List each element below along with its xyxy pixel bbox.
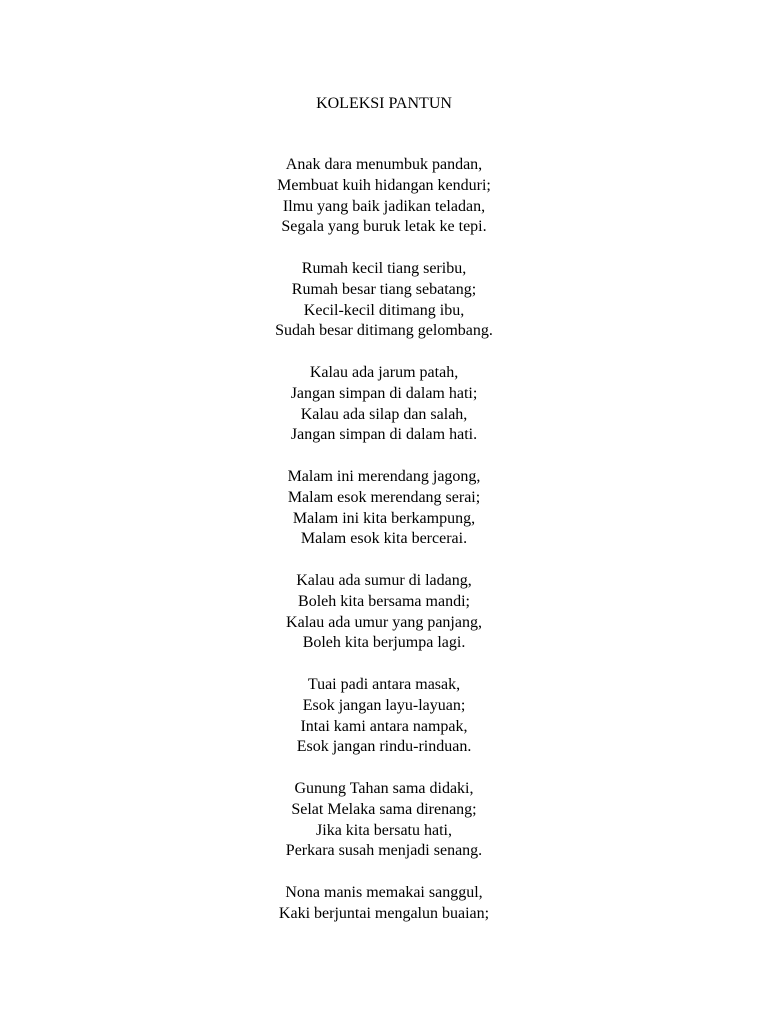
pantun-line: Jangan simpan di dalam hati. bbox=[290, 426, 478, 444]
pantun-line: Rumah besar tiang sebatang; bbox=[291, 280, 477, 298]
pantun-line: Kalau ada silap dan salah, bbox=[300, 405, 468, 423]
pantun-line: Anak dara menumbuk pandan, bbox=[285, 156, 483, 173]
pantun-line: Boleh kita berjumpa lagi. bbox=[302, 634, 466, 652]
pantun-line: Jangan simpan di dalam hati; bbox=[290, 384, 478, 402]
pantun-stanza bbox=[0, 467, 768, 550]
pantun-line: Membuat kuih hidangan kenduri; bbox=[277, 176, 491, 194]
pantun-line: Kalau ada umur yang panjang, bbox=[286, 613, 482, 631]
pantun-line: Malam ini merendang jagong, bbox=[287, 467, 481, 485]
pantun-line: Malam esok merendang serai; bbox=[287, 488, 481, 506]
pantun-line: Intai kami antara nampak, bbox=[300, 717, 468, 735]
pantun-line: Segala yang buruk letak ke tepi. bbox=[281, 218, 487, 236]
pantun-line: Kaki berjuntai mengalun buaian; bbox=[278, 904, 490, 922]
pantun-line: Kalau ada jarum patah, bbox=[309, 363, 459, 381]
pantun-line: Ilmu yang baik jadikan teladan, bbox=[282, 197, 486, 215]
pantun-line: Kecil-kecil ditimang ibu, bbox=[303, 301, 465, 319]
pantun-line: Esok jangan rindu-rinduan. bbox=[296, 738, 472, 756]
pantun-line: Selat Melaka sama direnang; bbox=[291, 800, 477, 818]
pantun-stanza bbox=[0, 883, 768, 925]
document-title: KOLEKSI PANTUN bbox=[316, 95, 452, 112]
pantun-line: Sudah besar ditimang gelombang. bbox=[275, 322, 493, 340]
pantun-line: Gunung Tahan sama didaki, bbox=[294, 779, 474, 797]
pantun-line: Nona manis memakai sanggul, bbox=[285, 883, 483, 901]
pantun-stanza bbox=[0, 779, 768, 862]
pantun-line: Malam esok kita bercerai. bbox=[300, 530, 468, 548]
pantun-line: Boleh kita bersama mandi; bbox=[298, 592, 470, 610]
pantun-line: Perkara susah menjadi senang. bbox=[285, 842, 483, 860]
pantun-stanza bbox=[0, 259, 768, 342]
pantun-stanza bbox=[0, 675, 768, 758]
pantun-collection bbox=[0, 155, 768, 945]
pantun-stanza bbox=[0, 571, 768, 654]
pantun-stanza bbox=[0, 155, 768, 238]
pantun-line: Esok jangan layu-layuan; bbox=[302, 696, 466, 714]
pantun-stanza bbox=[0, 363, 768, 446]
pantun-line: Tuai padi antara masak, bbox=[307, 675, 461, 693]
pantun-line: Rumah kecil tiang seribu, bbox=[301, 259, 467, 277]
pantun-line: Jika kita bersatu hati, bbox=[316, 821, 452, 839]
pantun-line: Malam ini kita berkampung, bbox=[292, 509, 476, 527]
pantun-line: Kalau ada sumur di ladang, bbox=[296, 571, 472, 589]
